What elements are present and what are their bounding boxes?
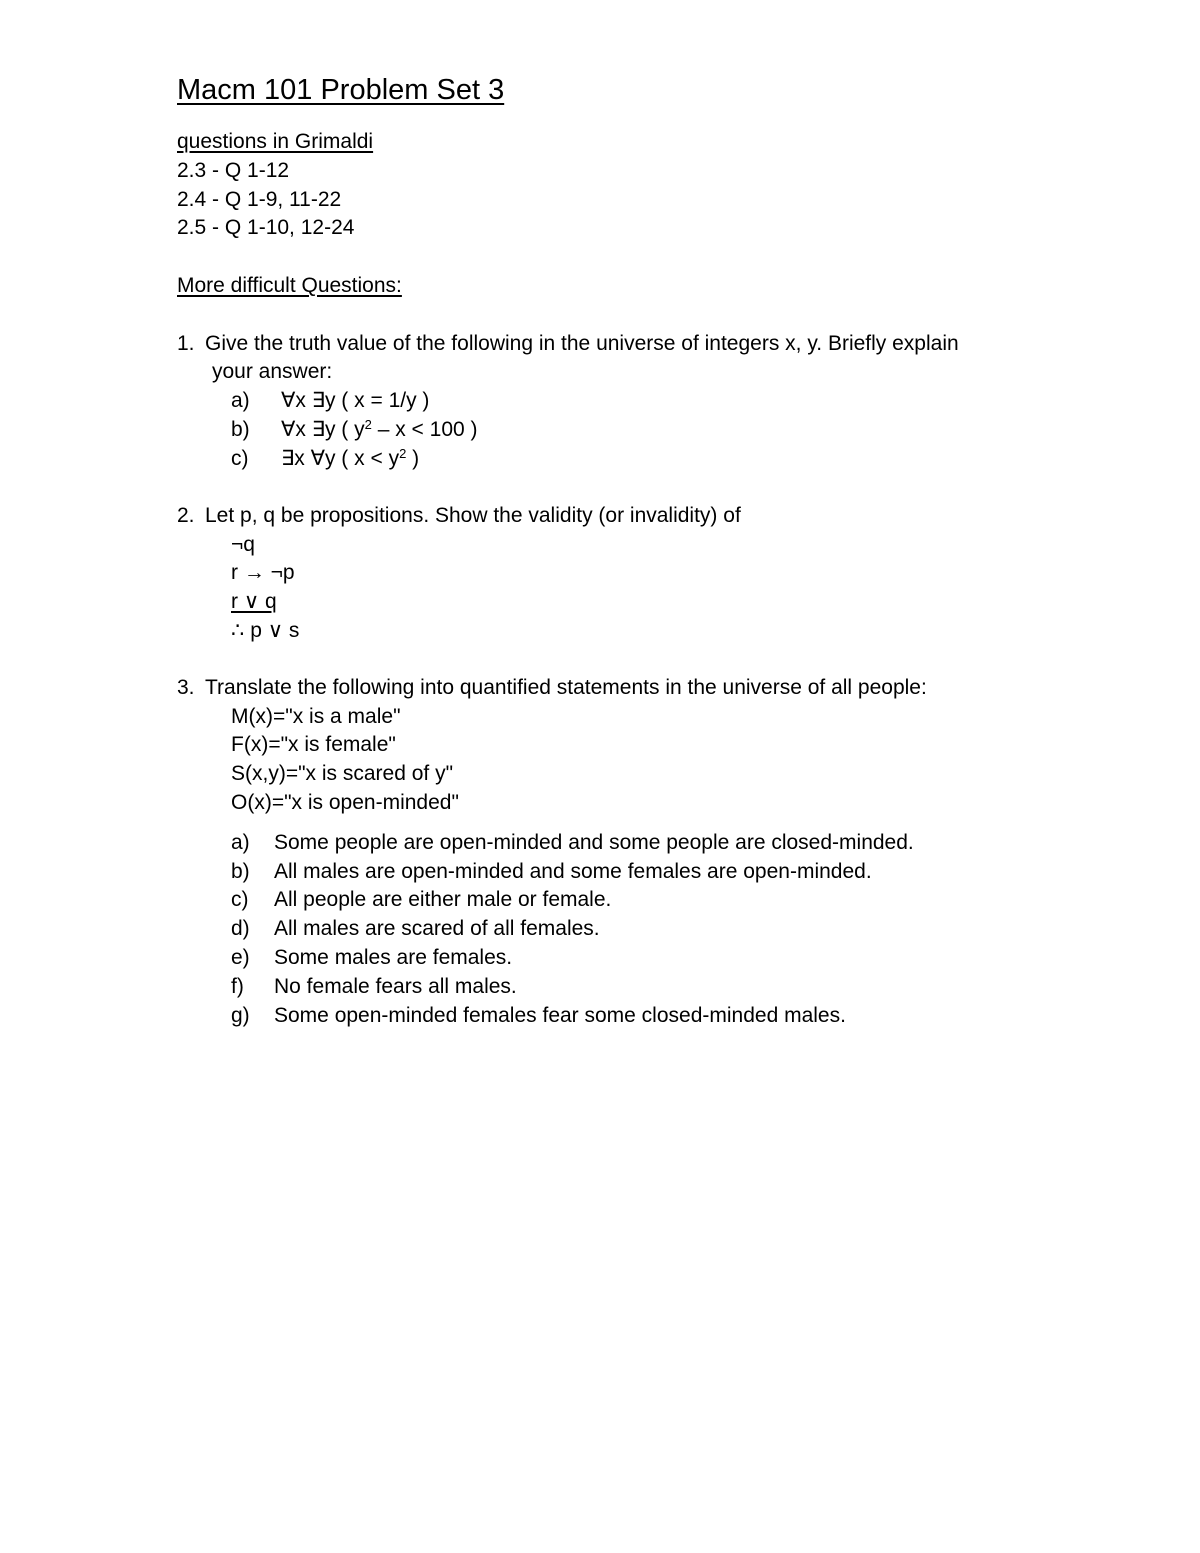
part-label: d) [231, 917, 250, 940]
page-title: Macm 101 Problem Set 3 [177, 74, 505, 106]
part-label: g) [231, 1004, 250, 1027]
part-text: No female fears all males. [274, 975, 517, 998]
part-text: Some males are females. [274, 946, 513, 969]
part-text: All people are either male or female. [274, 888, 612, 911]
part-text: All males are open-minded and some females are open-minded. [274, 860, 872, 883]
grimaldi-line: 2.3 - Q 1-12 [177, 159, 290, 182]
question-2-text: Let p, q be propositions. Show the validity (or invalidity) of [205, 504, 741, 527]
predicate-definition: O(x)="x is open-minded" [231, 791, 459, 814]
part-text: Some people are open-minded and some people are closed-minded. [274, 831, 914, 854]
grimaldi-line: 2.4 - Q 1-9, 11-22 [177, 188, 342, 211]
part-label: b) [231, 418, 250, 441]
formula: ∀x ∃y ( $y^2 - x < 100$ ) [281, 417, 478, 441]
formula: ∃x ∀y ( $x < y^2$ ) [281, 446, 420, 470]
premise: r → ¬p [231, 561, 295, 584]
question-1-text: Give the truth value of the following in the universe of integers x, y. Briefly explain [205, 332, 959, 355]
question-number: 3. [177, 676, 195, 699]
grimaldi-line: 2.5 - Q 1-10, 12-24 [177, 216, 355, 239]
difficult-heading: More difficult Questions: [177, 274, 402, 297]
part-label: e) [231, 946, 250, 969]
part-label: c) [231, 447, 249, 470]
part-label: a) [231, 389, 250, 412]
question-3-text: Translate the following into quantified statements in the universe of all people: [205, 676, 927, 699]
question-1-text-cont: your answer: [212, 360, 333, 383]
question-number: 1. [177, 332, 195, 355]
predicate-definition: F(x)="x is female" [231, 733, 396, 756]
question-number: 2. [177, 504, 195, 527]
grimaldi-heading: questions in Grimaldi [177, 130, 374, 153]
conclusion: ∴ p ∨ s [231, 619, 300, 642]
premise: ¬q [231, 533, 255, 556]
part-text: Some open-minded females fear some closed-minded males. [274, 1004, 846, 1027]
premise-last: r ∨ q [231, 590, 277, 613]
part-text: All males are scared of all females. [274, 917, 600, 940]
part-label: c) [231, 888, 249, 911]
part-label: f) [231, 975, 244, 998]
predicate-definition: S(x,y)="x is scared of y" [231, 762, 454, 785]
formula: ∀x ∃y ( x = 1/y ) [281, 389, 430, 412]
predicate-definition: M(x)="x is a male" [231, 705, 401, 728]
part-label: b) [231, 860, 250, 883]
part-label: a) [231, 831, 250, 854]
